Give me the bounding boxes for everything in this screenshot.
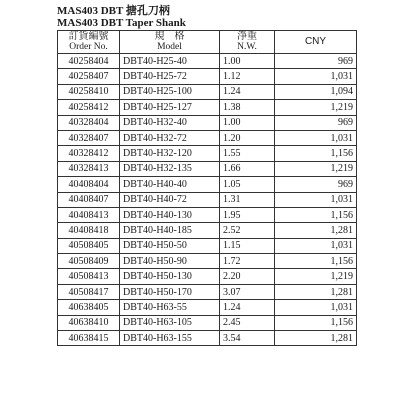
price-cell: 969 [275,54,357,69]
table-row [58,315,357,330]
table-header [58,31,357,54]
price-cell: 969 [275,115,357,130]
order-no-cell: 40258407 [58,69,120,84]
order-no-cell: 40508409 [58,254,120,269]
model-cell: DBT40-H40-130 [120,207,220,222]
price-cell: 1,281 [275,331,357,346]
order-no-cell: 40508413 [58,269,120,284]
price-cell: 1,156 [275,207,357,222]
order-no-cell: 40258404 [58,54,120,69]
column-header-model [120,31,220,54]
weight-cell: 2.45 [220,315,275,330]
column-header-weight [220,31,275,54]
table-row [58,130,357,145]
weight-cell: 1.15 [220,238,275,253]
table-row [58,300,357,315]
weight-cell: 3.07 [220,284,275,299]
weight-cell: 1.31 [220,192,275,207]
table-row [58,146,357,161]
weight-cell: 1.00 [220,54,275,69]
order-no-cell: 40258410 [58,84,120,99]
table-row [58,54,357,69]
price-table [57,30,357,346]
table-row [58,254,357,269]
table-row [58,238,357,253]
weight-cell: 2.20 [220,269,275,284]
order-no-cell: 40408418 [58,223,120,238]
price-cell: 1,281 [275,284,357,299]
price-cell: 1,031 [275,192,357,207]
price-cell: 1,094 [275,84,357,99]
price-cell: 1,031 [275,69,357,84]
column-header-price [275,31,357,54]
weight-cell: 1.00 [220,115,275,130]
model-cell: DBT40-H32-72 [120,130,220,145]
header-row [58,31,357,54]
order-no-cell: 40408404 [58,177,120,192]
order-no-cell: 40638415 [58,331,120,346]
weight-cell: 1.38 [220,100,275,115]
model-cell: DBT40-H40-72 [120,192,220,207]
table-row [58,331,357,346]
model-cell: DBT40-H50-130 [120,269,220,284]
model-cell: DBT40-H63-155 [120,331,220,346]
column-header-weight-en: N.W. [237,42,257,52]
column-header-order-no-en: Order No. [69,42,108,52]
table-row [58,177,357,192]
model-cell: DBT40-H63-55 [120,300,220,315]
title-block [57,5,357,29]
model-cell: DBT40-H32-40 [120,115,220,130]
price-cell: 1,031 [275,300,357,315]
weight-cell: 2.52 [220,223,275,238]
model-cell: DBT40-H32-135 [120,161,220,176]
model-cell: DBT40-H50-170 [120,284,220,299]
order-no-cell: 40328413 [58,161,120,176]
model-cell: DBT40-H63-105 [120,315,220,330]
model-cell: DBT40-H25-72 [120,69,220,84]
price-cell: 1,031 [275,238,357,253]
weight-cell: 1.12 [220,69,275,84]
table-row [58,207,357,222]
column-header-order-no-zh: 訂貨編號 [68,31,109,42]
model-cell: DBT40-H40-40 [120,177,220,192]
table-row [58,69,357,84]
model-cell: DBT40-H50-50 [120,238,220,253]
price-cell: 1,156 [275,146,357,161]
price-cell: 1,031 [275,130,357,145]
model-cell: DBT40-H25-127 [120,100,220,115]
weight-cell: 1.24 [220,84,275,99]
order-no-cell: 40508405 [58,238,120,253]
model-cell: DBT40-H50-90 [120,254,220,269]
price-cell: 1,156 [275,315,357,330]
column-header-model-zh: 規 格 [154,31,185,42]
price-cell: 1,281 [275,223,357,238]
order-no-cell: 40508417 [58,284,120,299]
weight-cell: 1.95 [220,207,275,222]
order-no-cell: 40638410 [58,315,120,330]
page-title-zh: MAS403 DBT 搪孔刀柄 [57,5,170,17]
table-row [58,269,357,284]
page-title-en: MAS403 DBT Taper Shank [57,17,186,29]
model-cell: DBT40-H32-120 [120,146,220,161]
table-row [58,100,357,115]
column-header-price-cny: CNY [304,36,327,47]
table-row [58,284,357,299]
weight-cell: 1.72 [220,254,275,269]
table-row [58,161,357,176]
order-no-cell: 40328404 [58,115,120,130]
table-body [58,54,357,346]
model-cell: DBT40-H40-185 [120,223,220,238]
column-header-weight-zh: 淨重 [237,31,257,42]
order-no-cell: 40328412 [58,146,120,161]
weight-cell: 1.05 [220,177,275,192]
order-no-cell: 40328407 [58,130,120,145]
price-cell: 1,219 [275,161,357,176]
price-cell: 1,156 [275,254,357,269]
order-no-cell: 40408407 [58,192,120,207]
model-cell: DBT40-H25-100 [120,84,220,99]
table-row [58,84,357,99]
price-cell: 1,219 [275,100,357,115]
table-row [58,115,357,130]
weight-cell: 3.54 [220,331,275,346]
order-no-cell: 40408413 [58,207,120,222]
order-no-cell: 40638405 [58,300,120,315]
column-header-model-en: Model [157,42,182,52]
weight-cell: 1.20 [220,130,275,145]
model-cell: DBT40-H25-40 [120,54,220,69]
order-no-cell: 40258412 [58,100,120,115]
column-header-order-no [58,31,120,54]
table-row [58,223,357,238]
price-cell: 969 [275,177,357,192]
weight-cell: 1.66 [220,161,275,176]
weight-cell: 1.55 [220,146,275,161]
table-row [58,192,357,207]
weight-cell: 1.24 [220,300,275,315]
price-cell: 1,219 [275,269,357,284]
